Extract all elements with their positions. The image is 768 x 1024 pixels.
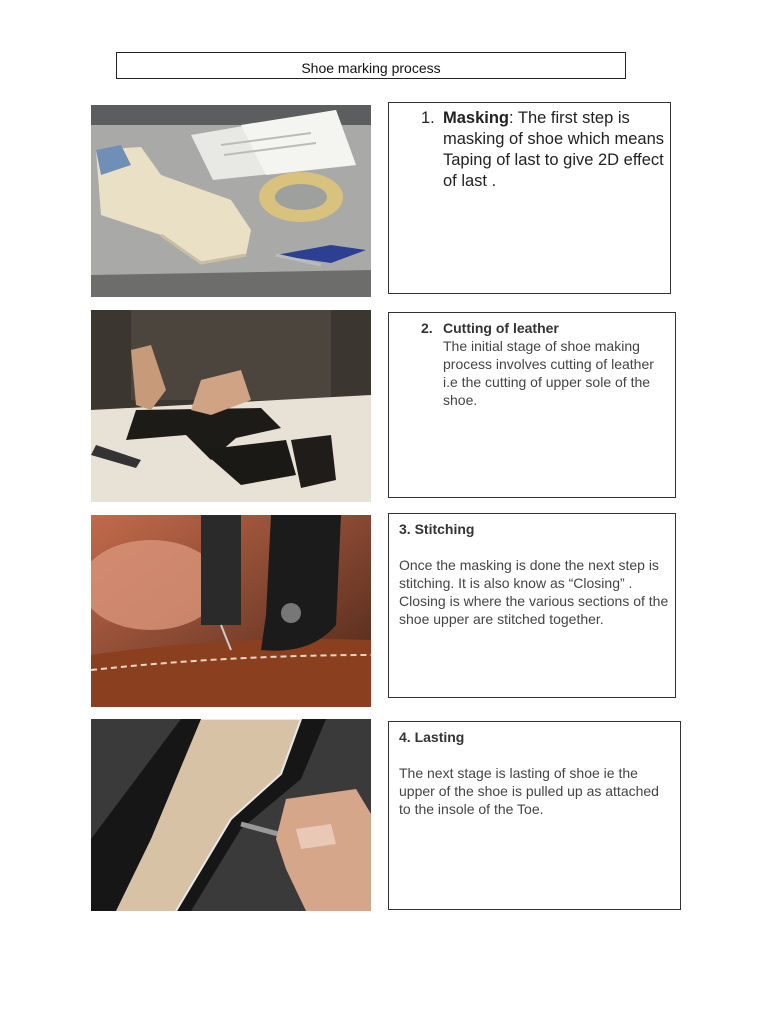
lasting-photo xyxy=(91,719,371,911)
step-2-text xyxy=(421,319,671,409)
step-4-heading: 4. Lasting xyxy=(399,729,465,745)
step-1-text: 1. Masking: The first step is masking of shoe which means Taping of last to give 2D effect of last . xyxy=(421,109,665,190)
step-1-heading: Masking xyxy=(443,109,510,127)
step-4-description: The next stage is lasting of shoe ie the upper of the shoe is pulled up as attached to the insole of the Toe. xyxy=(399,765,659,817)
step-2-description: The initial stage of shoe making process involves cutting of leather i.e the cutting of upper sole of the shoe. xyxy=(443,338,654,408)
stitching-photo xyxy=(91,515,371,707)
step-2-card xyxy=(388,312,676,498)
step-2-number: 2. xyxy=(421,320,433,336)
step-4-card xyxy=(388,721,681,910)
step-1-description: The first step is masking of shoe which means Taping of last to give 2D effect of last . xyxy=(443,109,665,190)
step-1-card xyxy=(388,102,671,294)
step-3-description: Once the masking is done the next step is stitching. It is also know as “Closing” . Closing is where the various sections of the shoe upper are stitched together. xyxy=(399,557,669,627)
step-3-card xyxy=(388,513,676,698)
step-3-text xyxy=(399,520,674,628)
step-1-number: 1. xyxy=(421,109,435,127)
step-4-text xyxy=(399,728,674,818)
step-2-heading: Cutting of leather xyxy=(443,320,559,336)
cutting-photo xyxy=(91,310,371,502)
step-3-heading: 3. Stitching xyxy=(399,521,475,537)
masking-photo xyxy=(91,105,371,297)
page-title: Shoe marking process xyxy=(116,52,626,79)
